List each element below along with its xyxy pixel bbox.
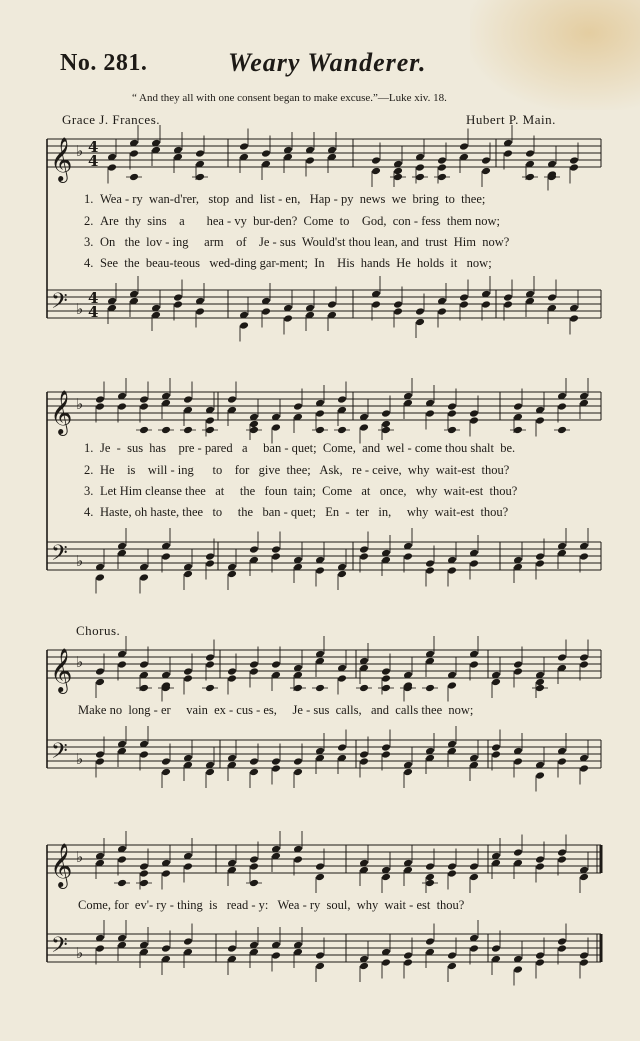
note-head (579, 552, 589, 561)
note-head (315, 566, 325, 575)
note-head (315, 873, 325, 882)
flat-sign-icon: ♭ (76, 142, 84, 160)
note-head (359, 423, 369, 432)
note-head (227, 667, 237, 676)
verse-line-2-3: 3. Let Him cleanse thee at the foun tain; Come at once, why wait-est thou? (84, 484, 518, 498)
note-head (205, 559, 215, 568)
verse-line-1-3: 3. On the lov - ing arm of Je - sus Would'st thou lean, and trust Him now? (84, 235, 510, 249)
note-head (183, 570, 193, 579)
note-head (239, 321, 249, 330)
note-head (557, 653, 567, 662)
verse-line-2-4: 4. Haste, oh haste, thee to the ban - quet; En - ter in, why wait-est thou? (84, 505, 509, 519)
note-head (249, 768, 259, 777)
bass-clef-icon: 𝄢 (51, 933, 68, 963)
note-head (381, 750, 391, 759)
flat-sign-icon: ♭ (76, 944, 84, 962)
note-head (359, 962, 369, 971)
note-head (579, 873, 589, 882)
note-head (579, 764, 589, 773)
note-head (249, 855, 259, 864)
treble-clef-icon: 𝄞 (50, 390, 73, 434)
note-head (447, 681, 457, 690)
note-head (447, 951, 457, 960)
note-head (381, 873, 391, 882)
note-head (337, 395, 347, 404)
note-head (95, 402, 105, 411)
note-head (403, 958, 413, 967)
note-head (271, 757, 281, 766)
note-head (469, 559, 479, 568)
note-head (183, 937, 193, 946)
note-head (293, 855, 303, 864)
note-head (315, 962, 325, 971)
note-head (227, 944, 237, 953)
note-head (447, 962, 457, 971)
flat-sign-icon: ♭ (76, 848, 84, 866)
note-head (525, 149, 535, 158)
note-head (95, 395, 105, 404)
note-head (535, 552, 545, 561)
note-head (569, 156, 579, 165)
note-head (139, 402, 149, 411)
note-head (205, 768, 215, 777)
note-head (271, 423, 281, 432)
note-head (569, 314, 579, 323)
note-head (359, 757, 369, 766)
note-head (535, 416, 545, 425)
note-head (459, 293, 469, 302)
bass-clef-icon: 𝄢 (51, 739, 68, 769)
note-head (249, 660, 259, 669)
note-head (371, 300, 381, 309)
note-head (249, 757, 259, 766)
note-head (415, 307, 425, 316)
note-head (425, 937, 435, 946)
flat-sign-icon: ♭ (76, 300, 84, 318)
note-head (381, 743, 391, 752)
note-head (161, 869, 171, 878)
note-head (447, 869, 457, 878)
note-head (161, 552, 171, 561)
note-head (491, 678, 501, 687)
note-head (183, 667, 193, 676)
hymn-title: Weary Wanderer. (228, 48, 427, 77)
note-head (381, 958, 391, 967)
note-head (459, 142, 469, 151)
bass-clef-icon: 𝄢 (51, 289, 68, 319)
note-head (491, 944, 501, 953)
note-head (557, 937, 567, 946)
note-head (293, 757, 303, 766)
note-head (393, 300, 403, 309)
note-head (95, 944, 105, 953)
note-head (469, 416, 479, 425)
note-head (173, 300, 183, 309)
note-head (535, 855, 545, 864)
note-head (95, 750, 105, 759)
note-head (579, 951, 589, 960)
note-head (425, 409, 435, 418)
note-head (139, 869, 149, 878)
note-head (161, 768, 171, 777)
note-head (239, 142, 249, 151)
note-head (579, 660, 589, 669)
note-head (205, 660, 215, 669)
note-head (271, 552, 281, 561)
treble-clef-icon: 𝄞 (50, 843, 73, 887)
note-head (469, 944, 479, 953)
note-head (535, 559, 545, 568)
composer-credit: Hubert P. Main. (466, 112, 556, 127)
note-head (183, 395, 193, 404)
note-head (359, 750, 369, 759)
note-head (271, 764, 281, 773)
note-head (481, 300, 491, 309)
note-head (557, 757, 567, 766)
note-head (447, 402, 457, 411)
note-head (117, 402, 127, 411)
note-head (249, 545, 259, 554)
note-head (315, 862, 325, 871)
note-head (513, 965, 523, 974)
note-head (491, 750, 501, 759)
note-head (205, 552, 215, 561)
note-head (227, 570, 237, 579)
flat-sign-icon: ♭ (76, 653, 84, 671)
note-head (205, 653, 215, 662)
note-head (425, 862, 435, 871)
note-head (173, 293, 183, 302)
note-head (425, 559, 435, 568)
note-head (139, 862, 149, 871)
note-head (371, 156, 381, 165)
note-head (107, 163, 117, 172)
time-signature-top: 4 (88, 289, 99, 307)
note-head (261, 149, 271, 158)
note-head (469, 873, 479, 882)
note-head (195, 307, 205, 316)
note-head (139, 395, 149, 404)
note-head (371, 167, 381, 176)
note-head (337, 743, 347, 752)
note-head (535, 958, 545, 967)
hymn-number: No. 281. (60, 50, 148, 76)
note-head (381, 409, 391, 418)
note-head (557, 855, 567, 864)
note-head (249, 862, 259, 871)
note-head (557, 848, 567, 857)
note-head (261, 307, 271, 316)
verse-line-1-4: 4. See the beau-teous wed-ding gar-ment; In His hands He holds it now; (84, 256, 492, 270)
note-head (283, 314, 293, 323)
note-head (469, 409, 479, 418)
note-head (337, 570, 347, 579)
verse-line-2-2: 2. He is will - ing to for give thee; Ask, re - ceive, why wait-est thou? (84, 463, 510, 477)
note-head (393, 307, 403, 316)
note-head (503, 293, 513, 302)
note-head (513, 660, 523, 669)
note-head (513, 402, 523, 411)
chorus-label: Chorus. (76, 623, 121, 638)
note-head (491, 743, 501, 752)
time-signature-bottom: 4 (88, 152, 99, 170)
note-head (503, 300, 513, 309)
verse-line-1-1: 1. Wea - ry wan-d'rer, stop and list - en, Hap - py news we bring to thee; (84, 192, 486, 206)
note-head (271, 545, 281, 554)
note-head (447, 862, 457, 871)
note-head (481, 156, 491, 165)
note-head (293, 402, 303, 411)
note-head (337, 674, 347, 683)
note-head (271, 660, 281, 669)
note-head (95, 678, 105, 687)
note-head (481, 167, 491, 176)
chorus-lyric-1: Make no long - er vain ex - cus - es, Je - sus calls, and calls thee now; (78, 703, 474, 717)
note-head (249, 667, 259, 676)
note-head (227, 674, 237, 683)
flat-sign-icon: ♭ (76, 395, 84, 413)
note-head (579, 958, 589, 967)
note-head (205, 416, 215, 425)
note-head (315, 409, 325, 418)
note-head (183, 674, 193, 683)
note-head (359, 552, 369, 561)
note-head (513, 848, 523, 857)
note-head (503, 149, 513, 158)
note-head (513, 757, 523, 766)
note-head (403, 552, 413, 561)
note-head (271, 951, 281, 960)
note-head (447, 409, 457, 418)
chorus-lyric-2: Come, for ev'- ry - thing is read - y: Wea - ry soul, why wait - est thou? (78, 898, 465, 912)
note-head (437, 163, 447, 172)
note-head (327, 300, 337, 309)
note-head (535, 771, 545, 780)
note-head (95, 667, 105, 676)
time-signature-top: 4 (88, 138, 99, 156)
note-head (161, 944, 171, 953)
lyricist-credit: Grace J. Frances. (62, 112, 161, 127)
note-head (469, 862, 479, 871)
note-head (557, 402, 567, 411)
note-head (95, 757, 105, 766)
note-head (513, 667, 523, 676)
note-head (415, 318, 425, 327)
note-head (447, 566, 457, 575)
note-head (129, 149, 139, 158)
note-head (381, 674, 391, 683)
note-head (557, 944, 567, 953)
flat-sign-icon: ♭ (76, 750, 84, 768)
note-head (139, 660, 149, 669)
note-head (579, 653, 589, 662)
note-head (403, 768, 413, 777)
note-head (227, 395, 237, 404)
note-head (535, 862, 545, 871)
verse-line-2-1: 1. Je - sus has pre - pared a ban - quet; Come, and wel - come thou shalt be. (84, 441, 516, 455)
note-head (459, 300, 469, 309)
bass-clef-icon: 𝄢 (51, 541, 68, 571)
note-head (437, 156, 447, 165)
note-head (425, 566, 435, 575)
treble-clef-icon: 𝄞 (50, 137, 73, 181)
note-head (161, 757, 171, 766)
verse-line-1-2: 2. Are thy sins a hea - vy bur-den? Come to God, con - fess them now; (84, 214, 501, 228)
note-head (469, 660, 479, 669)
note-head (569, 163, 579, 172)
note-head (535, 951, 545, 960)
note-head (117, 660, 127, 669)
note-head (403, 951, 413, 960)
note-head (139, 750, 149, 759)
treble-clef-icon: 𝄞 (50, 648, 73, 692)
note-head (183, 862, 193, 871)
time-signature-bottom: 4 (88, 303, 99, 321)
note-head (381, 667, 391, 676)
note-head (547, 293, 557, 302)
scripture-epigraph: “ And they all with one consent began to make excuse.”—Luke xiv. 18. (132, 92, 447, 104)
note-head (117, 855, 127, 864)
note-head (95, 573, 105, 582)
note-head (437, 307, 447, 316)
note-head (359, 545, 369, 554)
note-head (415, 163, 425, 172)
note-head (315, 951, 325, 960)
note-head (195, 149, 205, 158)
flat-sign-icon: ♭ (76, 552, 84, 570)
note-head (305, 156, 315, 165)
note-head (139, 573, 149, 582)
note-head (293, 768, 303, 777)
